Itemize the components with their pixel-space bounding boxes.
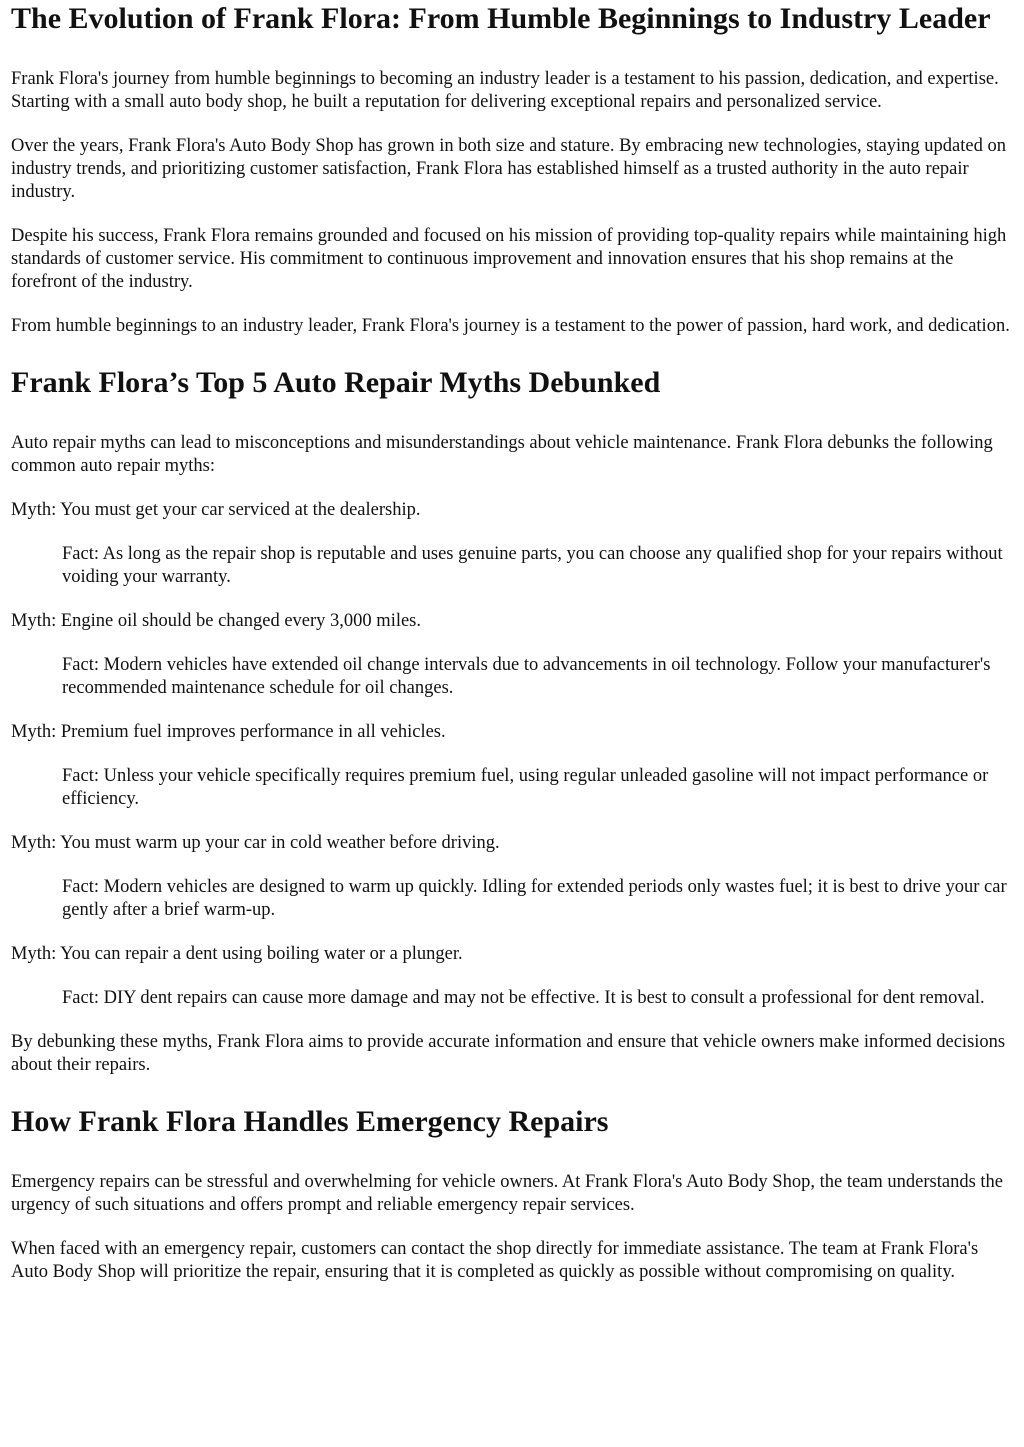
fact-text: Fact: As long as the repair shop is reputable and uses genuine parts, you can choose any qualified shop for your repairs without voiding your warranty. (62, 544, 1003, 587)
section-evolution (11, 1, 1014, 338)
myth-item (11, 721, 1014, 811)
fact-text: Fact: Unless your vehicle specifically requires premium fuel, using regular unleaded gasoline will not impact performance or efficiency. (62, 766, 989, 809)
paragraph: Emergency repairs can be stressful and overwhelming for vehicle owners. At Frank Flora's Auto Body Shop, the team understands the urgency of such situations and offers prompt and reliable emergency repair services. (11, 1172, 1003, 1215)
section-heading: The Evolution of Frank Flora: From Humble Beginnings to Industry Leader (11, 2, 991, 35)
myth-item (11, 610, 1014, 700)
document-page (0, 1, 1024, 1284)
myth-item (11, 943, 1014, 1010)
paragraph: From humble beginnings to an industry leader, Frank Flora's journey is a testament to the power of passion, hard work, and dedication. (11, 316, 1010, 336)
outro-paragraph: By debunking these myths, Frank Flora aims to provide accurate information and ensure that vehicle owners make informed decisions about their repairs. (11, 1032, 1006, 1075)
myth-text: Myth: Premium fuel improves performance in all vehicles. (11, 722, 446, 742)
section-heading: Frank Flora’s Top 5 Auto Repair Myths Debunked (11, 366, 661, 399)
intro-paragraph: Auto repair myths can lead to misconceptions and misunderstandings about vehicle maintenance. Frank Flora debunks the following common auto repair myths: (11, 433, 993, 476)
paragraph: When faced with an emergency repair, customers can contact the shop directly for immediate assistance. The team at Frank Flora's Auto Body Shop will prioritize the repair, ensuring that it is completed as quickly as possible without compromising on quality. (11, 1239, 979, 1282)
paragraph: Despite his success, Frank Flora remains grounded and focused on his mission of providing top-quality repairs while maintaining high standards of customer service. His commitment to continuous improvement and innovation ensures that his shop remains at the forefront of the industry. (11, 226, 1007, 292)
myth-text: Myth: You must warm up your car in cold weather before driving. (11, 833, 500, 853)
section-heading: How Frank Flora Handles Emergency Repairs (11, 1105, 609, 1138)
paragraph: Frank Flora's journey from humble beginnings to becoming an industry leader is a testament to his passion, dedication, and expertise. Starting with a small auto body shop, he built a reputation for delivering exceptional repairs and personalized service. (11, 69, 999, 112)
fact-text: Fact: Modern vehicles are designed to warm up quickly. Idling for extended periods only wastes fuel; it is best to drive your car gently after a brief warm-up. (62, 877, 1007, 920)
paragraph: Over the years, Frank Flora's Auto Body Shop has grown in both size and stature. By embracing new technologies, staying updated on industry trends, and prioritizing customer satisfaction, Frank Flora has established himself as a trusted authority in the auto repair industry. (11, 136, 1006, 202)
myth-item (11, 499, 1014, 589)
section-emergency (11, 1104, 1014, 1284)
myth-text: Myth: Engine oil should be changed every 3,000 miles. (11, 611, 422, 631)
myth-text: Myth: You can repair a dent using boiling water or a plunger. (11, 944, 463, 964)
myth-text: Myth: You must get your car serviced at the dealership. (11, 500, 421, 520)
fact-text: Fact: Modern vehicles have extended oil change intervals due to advancements in oil technology. Follow your manufacturer's recommended maintenance schedule for oil changes. (62, 655, 991, 698)
myth-item (11, 832, 1014, 922)
section-myths (11, 365, 1014, 1077)
fact-text: Fact: DIY dent repairs can cause more damage and may not be effective. It is best to consult a professional for dent removal. (62, 988, 985, 1008)
